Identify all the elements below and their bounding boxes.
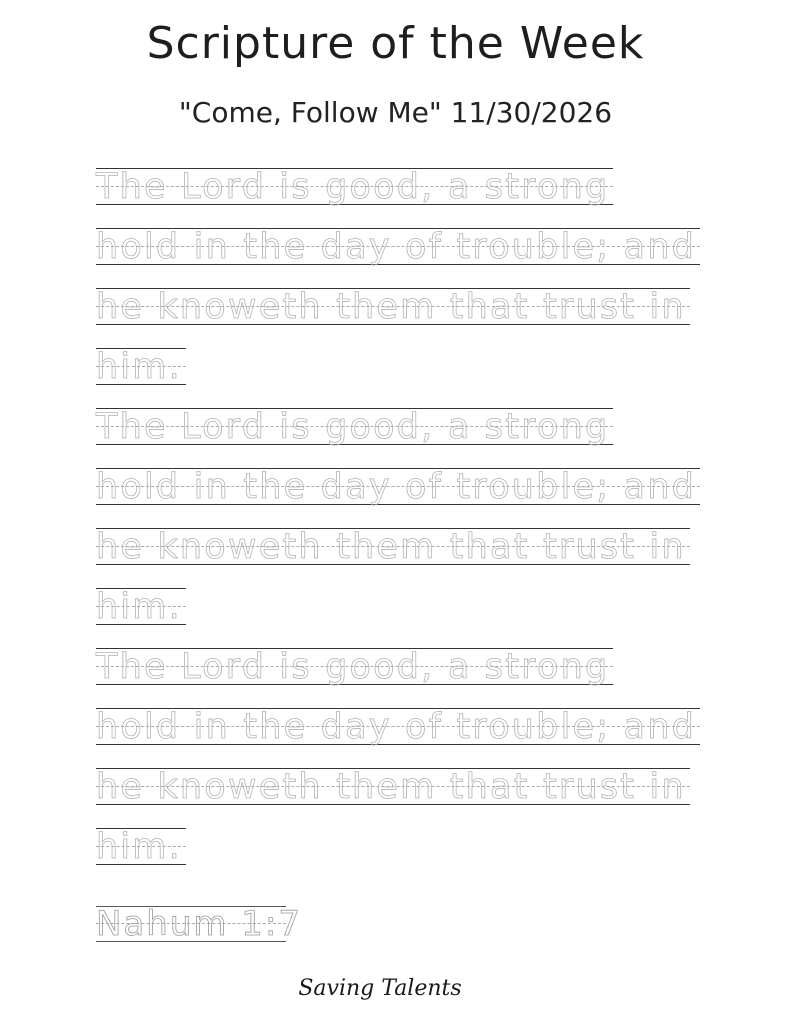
reference-trace-text: Nahum 1:7 (96, 904, 303, 944)
trace-text: he knoweth them that trust in (96, 287, 686, 327)
scripture-reference (96, 904, 303, 946)
trace-line (96, 648, 736, 708)
trace-text: hold in the day of trouble; and (96, 227, 697, 267)
page-title: Scripture of the Week (146, 18, 645, 69)
trace-text: The Lord is good, a strong (96, 647, 610, 687)
tracing-practice-area (96, 168, 736, 888)
trace-line (96, 528, 736, 588)
trace-text: him. (96, 347, 182, 387)
trace-line (96, 708, 736, 768)
trace-text: hold in the day of trouble; and (96, 707, 697, 747)
trace-line (96, 468, 736, 528)
trace-text: The Lord is good, a strong (96, 407, 610, 447)
trace-line (96, 288, 736, 348)
trace-line (96, 768, 736, 828)
trace-line (96, 408, 736, 468)
trace-text: him. (96, 827, 182, 867)
trace-text: The Lord is good, a strong (96, 167, 610, 207)
trace-text: he knoweth them that trust in (96, 527, 686, 567)
trace-text: he knoweth them that trust in (96, 767, 686, 807)
trace-line (96, 828, 736, 888)
trace-text: him. (96, 587, 182, 627)
brand-footer: Saving Talents (298, 976, 462, 1001)
trace-line (96, 348, 736, 408)
trace-line (96, 168, 736, 228)
page-subtitle: "Come, Follow Me" 11/30/2026 (178, 96, 613, 129)
trace-line (96, 228, 736, 288)
trace-line (96, 588, 736, 648)
trace-text: hold in the day of trouble; and (96, 467, 697, 507)
